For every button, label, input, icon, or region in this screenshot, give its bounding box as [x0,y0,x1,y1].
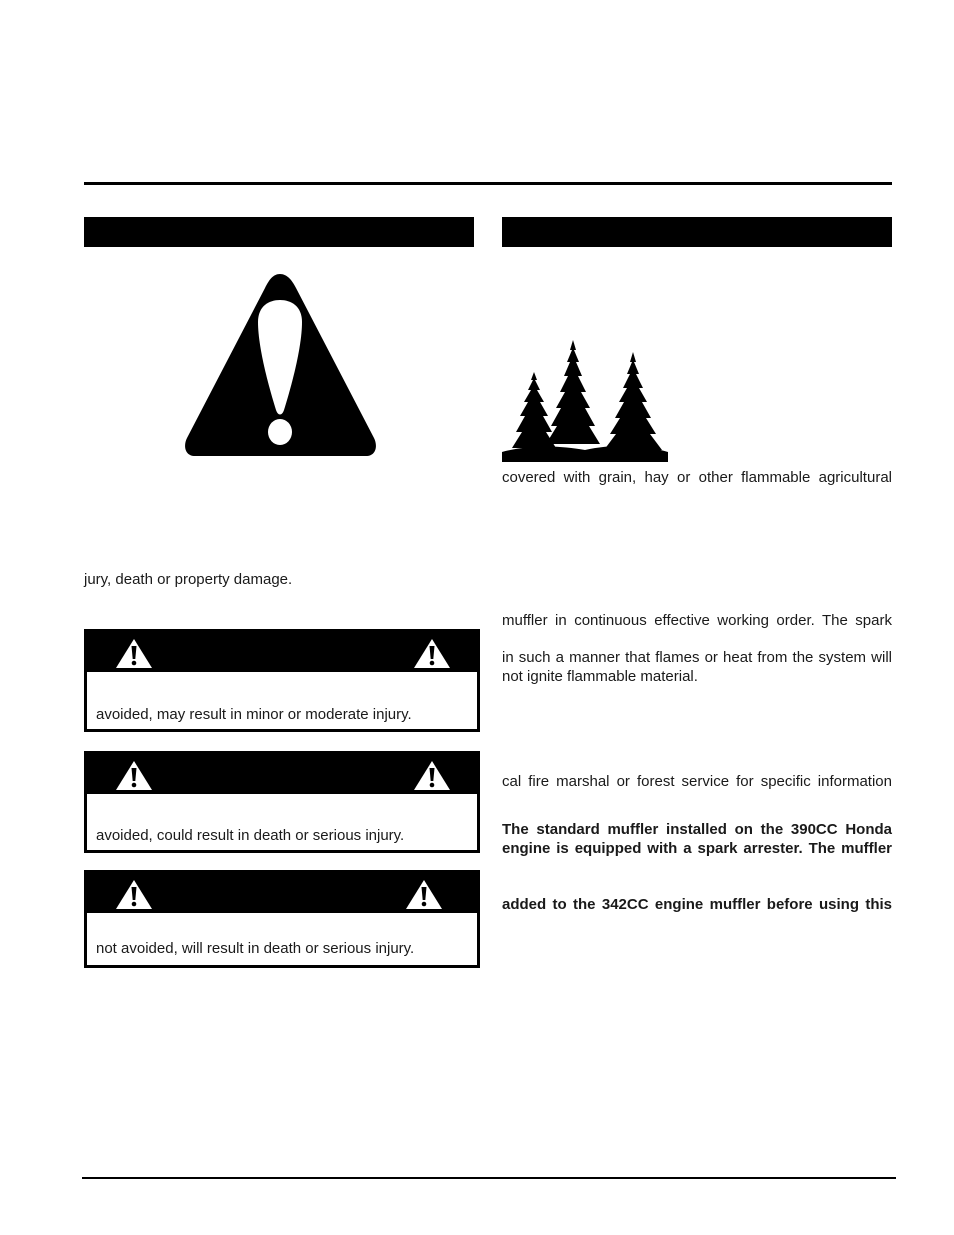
alert-triangle-icon [115,759,153,791]
spark-arrester-text-1: The standard muffler installed on the 390CC Honda [502,821,892,838]
flames-text-2: not ignite flammable material. [502,668,698,685]
danger-box [84,870,480,968]
safety-alert-icon [183,270,378,458]
spark-arrester-text-2: engine is equipped with a spark arrester. The muffler [502,840,892,857]
alert-triangle-icon [413,637,451,669]
right-section-header-bar [502,217,892,247]
muffler-text: muffler in continuous effective working order. The spark [502,612,892,629]
trees-icon [502,340,668,462]
caution-box-header [87,632,477,672]
warning-text: avoided, could result in death or serious injury. [96,827,405,844]
alert-triangle-icon [405,878,443,910]
agricultural-text: covered with grain, hay or other flammable agricultural [502,469,892,486]
flames-text-1: in such a manner that flames or heat from the system will [502,649,892,666]
injury-text: jury, death or property damage. [84,571,293,588]
warning-box [84,751,480,853]
fire-marshal-text: cal fire marshal or forest service for specific information [502,773,892,790]
top-rule [84,182,892,185]
bottom-rule [82,1177,896,1179]
alert-triangle-icon [413,759,451,791]
danger-text: not avoided, will result in death or serious injury. [96,940,415,957]
left-section-header-bar [84,217,474,247]
alert-triangle-icon [115,878,153,910]
caution-box [84,629,480,732]
alert-triangle-icon [115,637,153,669]
engine-muffler-text: added to the 342CC engine muffler before using this [502,896,892,913]
danger-box-header [87,873,477,913]
caution-text: avoided, may result in minor or moderate injury. [96,706,412,723]
warning-box-header [87,754,477,794]
